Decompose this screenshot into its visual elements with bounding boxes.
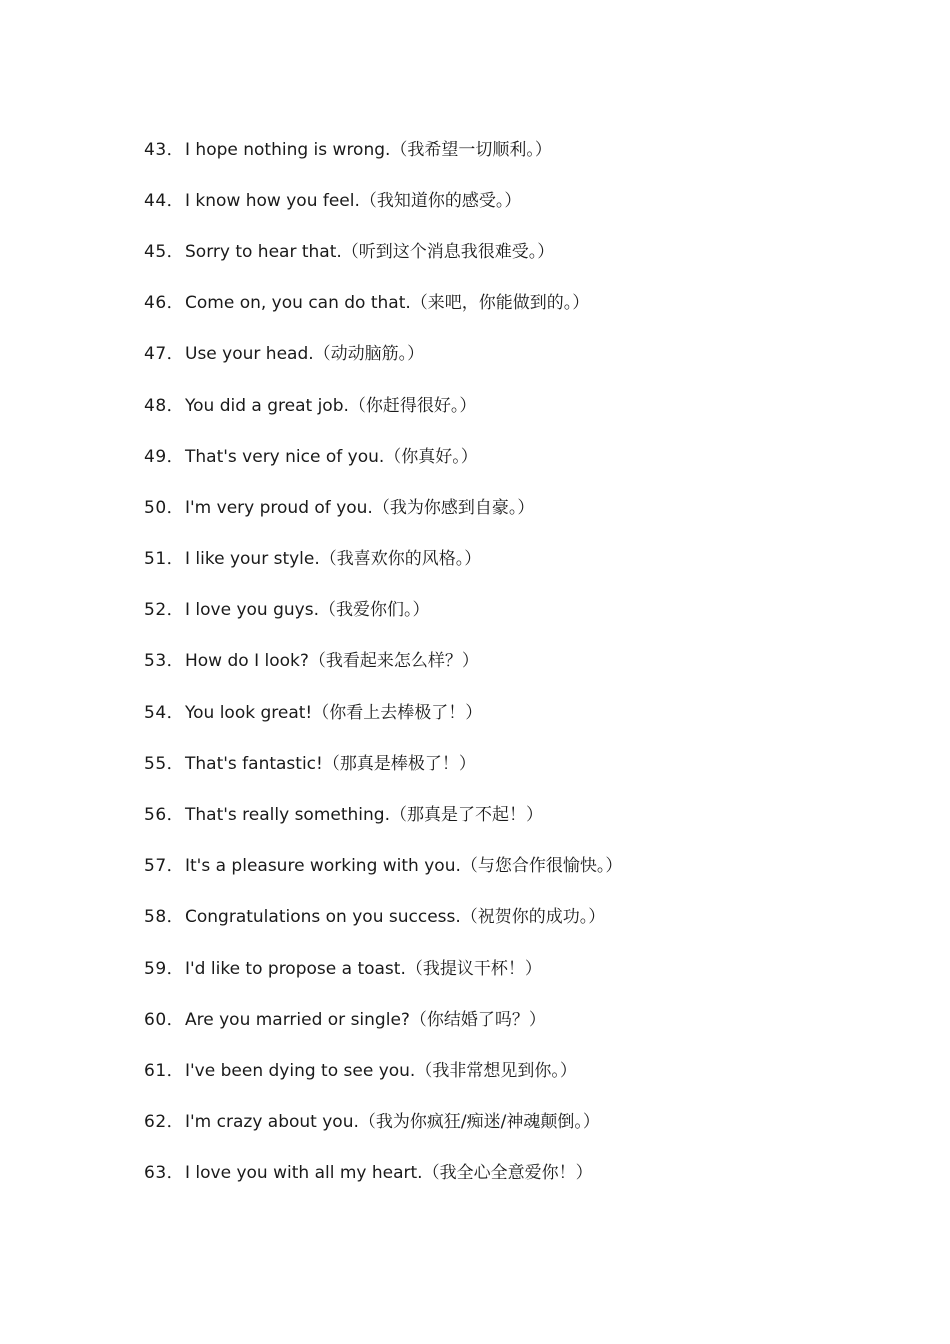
item-number: 49． (144, 446, 185, 467)
item-number: 44． (144, 190, 185, 211)
item-text: I'm crazy about you.（我为你疯狂/痴迷/神魂颠倒。） (185, 1112, 600, 1133)
list-item (144, 994, 622, 1045)
item-text: How do I look?（我看起来怎么样？） (185, 651, 479, 672)
list-item (144, 841, 622, 892)
item-number: 59． (144, 958, 185, 979)
item-text: I love you guys.（我爱你们。） (185, 600, 430, 621)
list-item (144, 124, 622, 175)
list-item (144, 1045, 622, 1096)
item-text: I love you with all my heart.（我全心全意爱你！） (185, 1163, 593, 1184)
item-text: That's very nice of you.（你真好。） (185, 446, 478, 467)
item-text: Use your head.（动动脑筋。） (185, 344, 425, 365)
list-item (144, 1097, 622, 1148)
item-text: You did a great job.（你赶得很好。） (185, 395, 477, 416)
list-item (144, 789, 622, 840)
item-number: 58． (144, 907, 185, 928)
item-number: 47． (144, 344, 185, 365)
item-number: 46． (144, 293, 185, 314)
item-text: Sorry to hear that.（听到这个消息我很难受。） (185, 241, 555, 262)
list-item (144, 1148, 622, 1199)
item-number: 52． (144, 600, 185, 621)
item-text: You look great!（你看上去棒极了！） (185, 702, 483, 723)
list-item (144, 738, 622, 789)
item-text: That's really something.（那真是了不起！） (185, 805, 543, 826)
item-text: I'd like to propose a toast.（我提议干杯！） (185, 958, 542, 979)
list-item (144, 482, 622, 533)
list-item (144, 943, 622, 994)
item-number: 57． (144, 856, 185, 877)
list-item (144, 687, 622, 738)
item-text: Are you married or single?（你结婚了吗？） (185, 1009, 546, 1030)
item-number: 48． (144, 395, 185, 416)
item-number: 45． (144, 241, 185, 262)
list-item (144, 329, 622, 380)
list-item (144, 636, 622, 687)
item-number: 51． (144, 549, 185, 570)
item-number: 55． (144, 753, 185, 774)
list-item (144, 175, 622, 226)
list-item (144, 892, 622, 943)
item-number: 62． (144, 1112, 185, 1133)
item-text: Come on, you can do that.（来吧，你能做到的。） (185, 293, 590, 314)
item-text: I hope nothing is wrong.（我希望一切顺利。） (185, 139, 552, 160)
list-item (144, 431, 622, 482)
list-item (144, 226, 622, 277)
item-number: 63． (144, 1163, 185, 1184)
item-text: Congratulations on you success.（祝贺你的成功。） (185, 907, 606, 928)
item-text: I've been dying to see you.（我非常想见到你。） (185, 1060, 577, 1081)
item-text: I know how you feel.（我知道你的感受。） (185, 190, 522, 211)
item-number: 53． (144, 651, 185, 672)
item-number: 60． (144, 1009, 185, 1030)
list-item (144, 585, 622, 636)
item-number: 56． (144, 805, 185, 826)
item-number: 50． (144, 497, 185, 518)
item-text: It's a pleasure working with you.（与您合作很愉快。） (185, 856, 623, 877)
item-text: I'm very proud of you.（我为你感到自豪。） (185, 497, 535, 518)
list-item (144, 534, 622, 585)
item-text: I like your style.（我喜欢你的风格。） (185, 549, 482, 570)
item-text: That's fantastic!（那真是棒极了！） (185, 753, 476, 774)
phrase-list (144, 124, 622, 1199)
item-number: 43． (144, 139, 185, 160)
list-item (144, 278, 622, 329)
item-number: 61． (144, 1060, 185, 1081)
item-number: 54． (144, 702, 185, 723)
list-item (144, 380, 622, 431)
